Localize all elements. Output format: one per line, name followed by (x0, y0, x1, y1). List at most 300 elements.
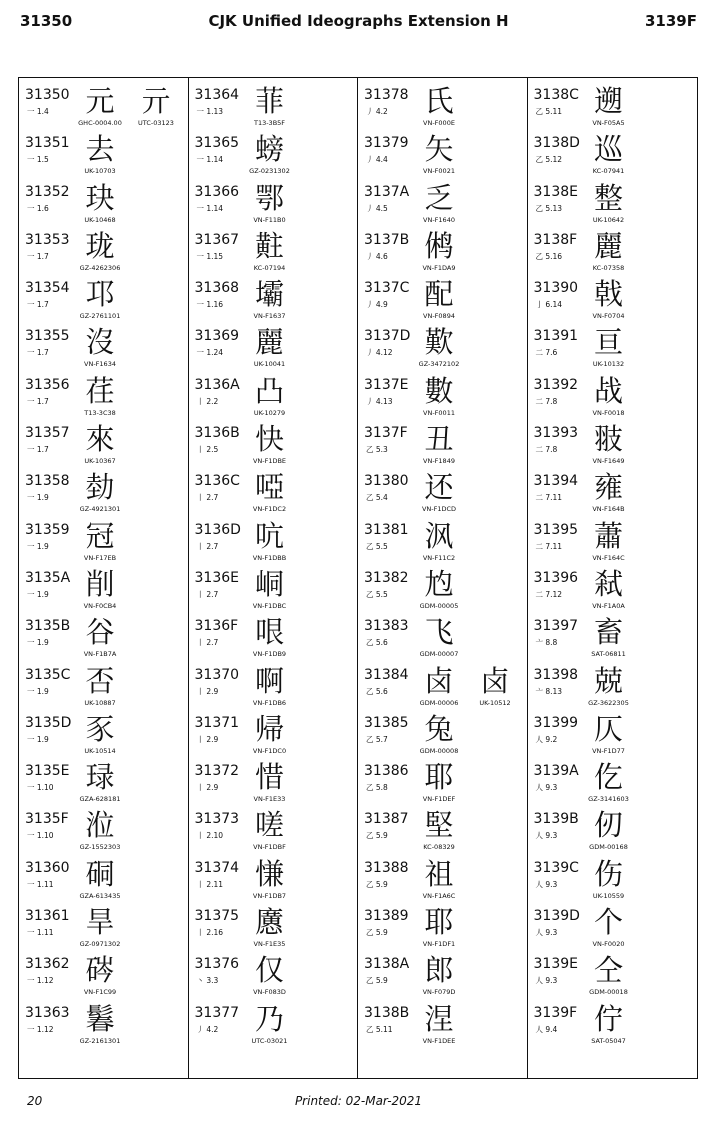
radical-stroke: 乙 5.12 (535, 155, 563, 165)
code-point: 31397 (533, 618, 579, 635)
radical-stroke: 人 9.3 (535, 783, 558, 793)
ideograph-glyph: 凸 (254, 373, 284, 408)
chart-entry (189, 373, 358, 421)
radical-stroke: 一 1.6 (27, 203, 49, 213)
code-point: 31366 (194, 183, 240, 200)
chart-entry (358, 856, 527, 904)
code-point: 3138B (364, 1004, 410, 1021)
source-reference: VN-F000E (423, 119, 455, 127)
glyph-cell (576, 373, 642, 417)
chart-entry (189, 276, 358, 324)
ideograph-glyph: 整 (593, 180, 623, 215)
source-reference: VN-F1DF1 (422, 940, 456, 949)
ideograph-glyph: 否 (85, 663, 115, 698)
radical-stroke: 一 1.12 (27, 976, 54, 986)
glyph-cell (237, 83, 303, 127)
code-point: 31356 (25, 376, 70, 393)
source-reference: GDM-00006 (419, 698, 459, 707)
radical-stroke: 人 9.3 (535, 831, 558, 841)
radical-stroke: 一 1.7 (27, 300, 49, 310)
glyph-cell (406, 1001, 472, 1045)
code-point: 31399 (533, 714, 579, 731)
source-reference: VN-F1B7A (83, 650, 117, 659)
ideograph-glyph: 歎 (424, 325, 454, 360)
ideograph-glyph: 谷 (85, 615, 115, 650)
ideograph-glyph: 飞 (424, 615, 454, 650)
code-point: 31398 (533, 666, 579, 683)
glyph-cell (67, 904, 133, 948)
code-point: 3137A (364, 183, 410, 200)
radical-stroke: 二 7.12 (535, 589, 563, 599)
glyph-cell (237, 663, 303, 707)
radical-stroke: 二 7.6 (535, 348, 558, 358)
code-point: 31352 (25, 183, 70, 200)
code-point: 31389 (364, 908, 409, 925)
radical-stroke: 乙 5.5 (366, 589, 388, 599)
glyph-cell (67, 518, 133, 562)
radical-stroke: 二 7.11 (535, 541, 563, 551)
ideograph-glyph: 沨 (424, 518, 454, 553)
chart-entry (189, 469, 358, 517)
ideograph-glyph: 兢 (593, 663, 623, 698)
glyph-cell (67, 711, 133, 755)
ideograph-glyph: 卤 (480, 663, 510, 698)
glyph-cell (67, 180, 133, 224)
chart-entry (528, 373, 698, 421)
radical-stroke: 丨 2.7 (196, 493, 219, 503)
chart-entry (358, 1001, 527, 1049)
code-point: 31382 (364, 569, 409, 586)
source-reference: VN-F1640 (423, 215, 455, 224)
glyph-cell (576, 131, 642, 175)
chart-entry (528, 228, 698, 276)
ideograph-glyph: 弒 (593, 566, 623, 601)
chart-column (528, 78, 698, 1078)
radical-stroke: 一 1.7 (27, 348, 49, 358)
ideograph-glyph: 豕 (85, 711, 115, 746)
chart-entry (528, 904, 698, 952)
code-point: 31378 (364, 87, 409, 103)
code-point: 3138A (364, 956, 410, 973)
code-point: 3139F (533, 1004, 578, 1021)
glyph-cell (406, 131, 472, 175)
glyph-cell (576, 180, 642, 224)
ideograph-glyph: 耶 (424, 760, 454, 795)
chart-entry (19, 663, 188, 711)
chart-entry (19, 952, 188, 1000)
glyph-cell (237, 904, 303, 948)
chart-entry (528, 1001, 698, 1049)
chart-entry (358, 518, 527, 566)
source-reference: VN-F164C (592, 553, 625, 562)
radical-stroke: 乙 5.9 (366, 879, 388, 889)
ideograph-glyph: 卤 (424, 663, 454, 698)
glyph-cell (237, 614, 303, 658)
source-reference: UK-10887 (84, 698, 116, 707)
chart-entry (358, 469, 527, 517)
radical-stroke: 乙 5.6 (366, 686, 388, 696)
code-point: 3135C (25, 666, 71, 683)
glyph-cell (576, 324, 642, 368)
ideograph-glyph: 蕭 (593, 518, 623, 553)
code-point: 31377 (194, 1004, 240, 1021)
code-point: 31364 (194, 87, 240, 103)
ideograph-glyph: 荏 (85, 373, 115, 408)
chart-entry (189, 421, 358, 469)
source-reference: UK-10279 (253, 408, 286, 417)
source-reference: VN-F1849 (423, 457, 455, 466)
source-reference: VN-F1DBE (252, 457, 287, 466)
code-point: 3136A (194, 376, 240, 393)
ideograph-glyph: 伤 (593, 856, 623, 891)
source-reference: UK-10132 (592, 360, 625, 369)
code-point: 3136F (194, 618, 239, 635)
ideograph-glyph: 琭 (85, 760, 115, 795)
radical-stroke: 乙 5.9 (366, 976, 388, 986)
glyph-cell (576, 663, 642, 707)
radical-stroke: 亠 8.13 (535, 686, 563, 696)
source-reference: VN-F083D (253, 988, 286, 997)
radical-stroke: 乙 5.4 (366, 493, 388, 503)
code-point: 31393 (533, 425, 579, 442)
radical-stroke: 乙 5.3 (366, 445, 388, 455)
source-reference: GHC-0004.00 (78, 119, 122, 127)
code-point: 3137F (364, 425, 408, 442)
code-point: 3139E (533, 956, 578, 973)
radical-stroke: 丿 4.13 (366, 396, 393, 406)
ideograph-glyph: 吭 (254, 518, 284, 553)
code-point: 31390 (533, 280, 579, 297)
ideograph-glyph: 仡 (593, 760, 623, 795)
radical-stroke: 一 1.9 (27, 589, 49, 599)
radical-stroke: 乙 5.7 (366, 734, 388, 744)
chart-entry (528, 324, 698, 372)
source-reference: VN-F0CB4 (83, 601, 117, 610)
chart-entry (358, 180, 527, 228)
radical-stroke: 亠 8.8 (535, 638, 558, 648)
source-reference: UTC-03021 (251, 1036, 288, 1045)
code-point: 31385 (364, 714, 409, 731)
chart-entry (189, 324, 358, 372)
radical-stroke: 丨 2.9 (196, 686, 219, 696)
source-reference: VN-F0020 (592, 940, 625, 949)
radical-stroke: 乙 5.5 (366, 541, 388, 551)
code-point: 31386 (364, 763, 409, 780)
ideograph-glyph: 帰 (254, 711, 284, 746)
code-point: 31372 (194, 763, 240, 780)
radical-stroke: 乙 5.8 (366, 783, 388, 793)
source-reference: UK-10703 (84, 167, 116, 176)
glyph-cell (576, 711, 642, 755)
radical-stroke: 人 9.3 (535, 976, 558, 986)
glyph-cell (67, 759, 133, 803)
radical-stroke: 一 1.12 (27, 1024, 54, 1034)
code-point: 31353 (25, 231, 70, 248)
radical-stroke: 一 1.9 (27, 541, 49, 551)
code-point: 31351 (25, 135, 70, 152)
radical-stroke: 乙 5.13 (535, 203, 563, 213)
glyph-cell (576, 614, 642, 658)
chart-entry (528, 276, 698, 324)
code-point: 31358 (25, 473, 70, 490)
glyph-cell (406, 518, 472, 562)
code-point: 31363 (25, 1004, 70, 1021)
radical-stroke: 一 1.10 (27, 783, 54, 793)
ideograph-glyph: 还 (424, 470, 454, 505)
code-point: 31368 (194, 280, 240, 297)
source-reference: KC-07941 (592, 167, 625, 176)
glyph-cell (237, 180, 303, 224)
radical-stroke: 乙 5.9 (366, 928, 388, 938)
radical-stroke: 丿 4.9 (366, 300, 388, 310)
chart-entry (358, 83, 527, 131)
code-point: 3137D (364, 328, 411, 345)
glyph-cell (123, 83, 189, 127)
ideograph-glyph: 嗟 (254, 808, 284, 843)
code-chart-table (18, 77, 698, 1079)
source-reference: KC-08329 (423, 843, 455, 852)
radical-stroke: 二 7.8 (535, 445, 558, 455)
chart-entry (189, 83, 358, 131)
code-point: 3138F (533, 231, 578, 248)
code-point: 31354 (25, 280, 70, 297)
source-reference: VN-F1634 (84, 360, 116, 369)
chart-entry (189, 663, 358, 711)
ideograph-glyph: 麗 (254, 325, 284, 360)
code-point: 31384 (364, 666, 409, 683)
code-point: 3135F (25, 811, 69, 828)
ideograph-glyph: 乏 (424, 180, 454, 215)
ideograph-glyph: 涅 (424, 1001, 454, 1036)
source-reference: UK-10559 (592, 891, 625, 900)
chart-entry (189, 180, 358, 228)
glyph-cell (67, 373, 133, 417)
chart-entry (189, 904, 358, 952)
chart-entry (19, 711, 188, 759)
header-first-codepoint: 31350 (20, 12, 73, 30)
chart-entry (528, 518, 698, 566)
code-point: 31383 (364, 618, 409, 635)
glyph-cell (406, 373, 472, 417)
chart-entry (358, 131, 527, 179)
glyph-cell (67, 663, 133, 707)
source-reference: GZ-4921301 (79, 505, 121, 514)
chart-entry (528, 180, 698, 228)
glyph-cell (237, 566, 303, 610)
glyph-cell (576, 228, 642, 272)
ideograph-glyph: 仄 (593, 711, 623, 746)
radical-stroke: 一 1.9 (27, 493, 49, 503)
glyph-cell (406, 711, 472, 755)
chart-entry (19, 421, 188, 469)
radical-stroke: 一 1.9 (27, 638, 49, 648)
chart-entry (189, 807, 358, 855)
glyph-cell (576, 952, 642, 996)
code-point: 3136B (194, 425, 240, 442)
ideograph-glyph: 快 (254, 422, 284, 457)
chart-column (189, 78, 359, 1078)
chart-entry (358, 421, 527, 469)
chart-entry (189, 566, 358, 614)
glyph-cell (406, 614, 472, 658)
ideograph-glyph: 麗 (593, 228, 623, 263)
chart-entry (528, 614, 698, 662)
code-point: 31392 (533, 376, 579, 393)
radical-stroke: 丿 4.6 (366, 251, 388, 261)
glyph-cell (67, 131, 133, 175)
radical-stroke: 人 9.2 (535, 734, 558, 744)
glyph-cell (406, 904, 472, 948)
code-point: 31369 (194, 328, 240, 345)
source-reference: VN-F1637 (253, 312, 286, 321)
ideograph-glyph: 螃 (254, 132, 284, 167)
glyph-cell (462, 663, 528, 707)
ideograph-glyph: 仅 (254, 953, 284, 988)
radical-stroke: 乙 5.11 (366, 1024, 393, 1034)
source-reference: VN-F0704 (592, 312, 625, 321)
code-point: 3137E (364, 376, 409, 393)
radical-stroke: 一 1.13 (196, 107, 224, 116)
page-title: CJK Unified Ideographs Extension H (208, 12, 509, 30)
chart-entry (189, 614, 358, 662)
source-reference: VN-F0018 (592, 408, 625, 417)
radical-stroke: 丨 2.9 (196, 734, 219, 744)
source-reference: UK-10514 (84, 746, 116, 755)
ideograph-glyph: 巡 (593, 132, 623, 167)
chart-entry (19, 373, 188, 421)
chart-column (19, 78, 189, 1078)
chart-entry (358, 807, 527, 855)
chart-entry (528, 421, 698, 469)
ideograph-glyph: 旱 (85, 905, 115, 940)
code-point: 31379 (364, 135, 409, 152)
ideograph-glyph: 畜 (593, 615, 623, 650)
source-reference: VN-F1DC0 (252, 746, 287, 755)
chart-entry (189, 952, 358, 1000)
glyph-cell (67, 228, 133, 272)
code-point: 31361 (25, 908, 70, 925)
glyph-cell (237, 228, 303, 272)
chart-entry (358, 759, 527, 807)
chart-entry (358, 711, 527, 759)
source-reference: VN-F17EB (83, 553, 117, 562)
radical-stroke: 一 1.14 (196, 155, 224, 165)
source-reference: VN-F0894 (423, 312, 455, 321)
code-point: 3138E (533, 183, 578, 200)
chart-entry (358, 276, 527, 324)
code-point: 3139B (533, 811, 579, 828)
ideograph-glyph: 配 (424, 277, 454, 312)
glyph-cell (406, 83, 472, 127)
ideograph-glyph: 懬 (254, 905, 284, 940)
glyph-cell (576, 1001, 642, 1045)
source-reference: GZ-4262306 (79, 263, 121, 272)
ideograph-glyph: 沒 (85, 325, 115, 360)
source-reference: VN-F1E35 (253, 940, 286, 949)
source-reference: VN-F1A6C (422, 891, 456, 900)
chart-entry (19, 904, 188, 952)
code-point: 31388 (364, 859, 409, 876)
code-point: 31371 (194, 714, 240, 731)
chart-entry (358, 663, 527, 711)
chart-column (358, 78, 528, 1078)
ideograph-glyph: 邛 (85, 277, 115, 312)
radical-stroke: 一 1.9 (27, 734, 49, 744)
ideograph-glyph: 珑 (85, 228, 115, 263)
ideograph-glyph: 仞 (593, 808, 623, 843)
code-point: 31355 (25, 328, 70, 345)
radical-stroke: 一 1.7 (27, 251, 49, 261)
source-reference: VN-F1DB9 (252, 650, 287, 659)
glyph-cell (237, 131, 303, 175)
glyph-cell (67, 469, 133, 513)
code-point: 31357 (25, 425, 70, 442)
code-point: 3137B (364, 231, 410, 248)
radical-stroke: 乙 5.6 (366, 638, 388, 648)
ideograph-glyph: 冠 (85, 518, 115, 553)
glyph-cell (237, 759, 303, 803)
chart-entry (189, 131, 358, 179)
radical-stroke: 乙 5.11 (535, 107, 563, 116)
source-reference: GZ-2161301 (79, 1036, 121, 1045)
ideograph-glyph: 亓 (141, 84, 171, 118)
ideograph-glyph: 矢 (424, 132, 454, 167)
ideograph-glyph: 鬊 (85, 1001, 115, 1036)
source-reference: VN-F1C99 (83, 988, 117, 997)
chart-entry (528, 952, 698, 1000)
source-reference: VN-F1DC2 (252, 505, 287, 514)
chart-entry (358, 228, 527, 276)
code-point: 3137C (364, 280, 410, 297)
glyph-cell (237, 276, 303, 320)
radical-stroke: 一 1.24 (196, 348, 224, 358)
code-point: 3138C (533, 87, 579, 103)
radical-stroke: 丿 4.5 (366, 203, 388, 213)
radical-stroke: 人 9.3 (535, 879, 558, 889)
code-point: 31396 (533, 569, 579, 586)
code-point: 31362 (25, 956, 70, 973)
ideograph-glyph: 啞 (254, 470, 284, 505)
source-reference: UK-10468 (84, 215, 116, 224)
code-point: 31374 (194, 859, 240, 876)
chart-entry (19, 614, 188, 662)
chart-entry (528, 131, 698, 179)
radical-stroke: 丨 2.7 (196, 589, 219, 599)
chart-entry (19, 807, 188, 855)
glyph-cell (406, 421, 472, 465)
ideograph-glyph: 涖 (85, 808, 115, 843)
ideograph-glyph: 數 (424, 373, 454, 408)
glyph-cell (67, 952, 133, 996)
ideograph-glyph: 佇 (593, 1001, 623, 1036)
radical-stroke: 乙 5.16 (535, 251, 563, 261)
radical-stroke: 一 1.7 (27, 396, 49, 406)
source-reference: GDM-00008 (419, 746, 459, 755)
source-reference: VN-F0021 (423, 167, 455, 176)
source-reference: VN-F1DBB (252, 553, 287, 562)
radical-stroke: 一 1.11 (27, 879, 54, 889)
glyph-cell (406, 952, 472, 996)
glyph-cell (406, 469, 472, 513)
code-point: 3138D (533, 135, 580, 152)
glyph-cell (67, 614, 133, 658)
radical-stroke: 丨 2.7 (196, 638, 219, 648)
code-point: 31365 (194, 135, 240, 152)
code-point: 31360 (25, 859, 70, 876)
chart-entry (528, 663, 698, 711)
ideograph-glyph: 鄂 (254, 180, 284, 215)
chart-entry (189, 1001, 358, 1049)
